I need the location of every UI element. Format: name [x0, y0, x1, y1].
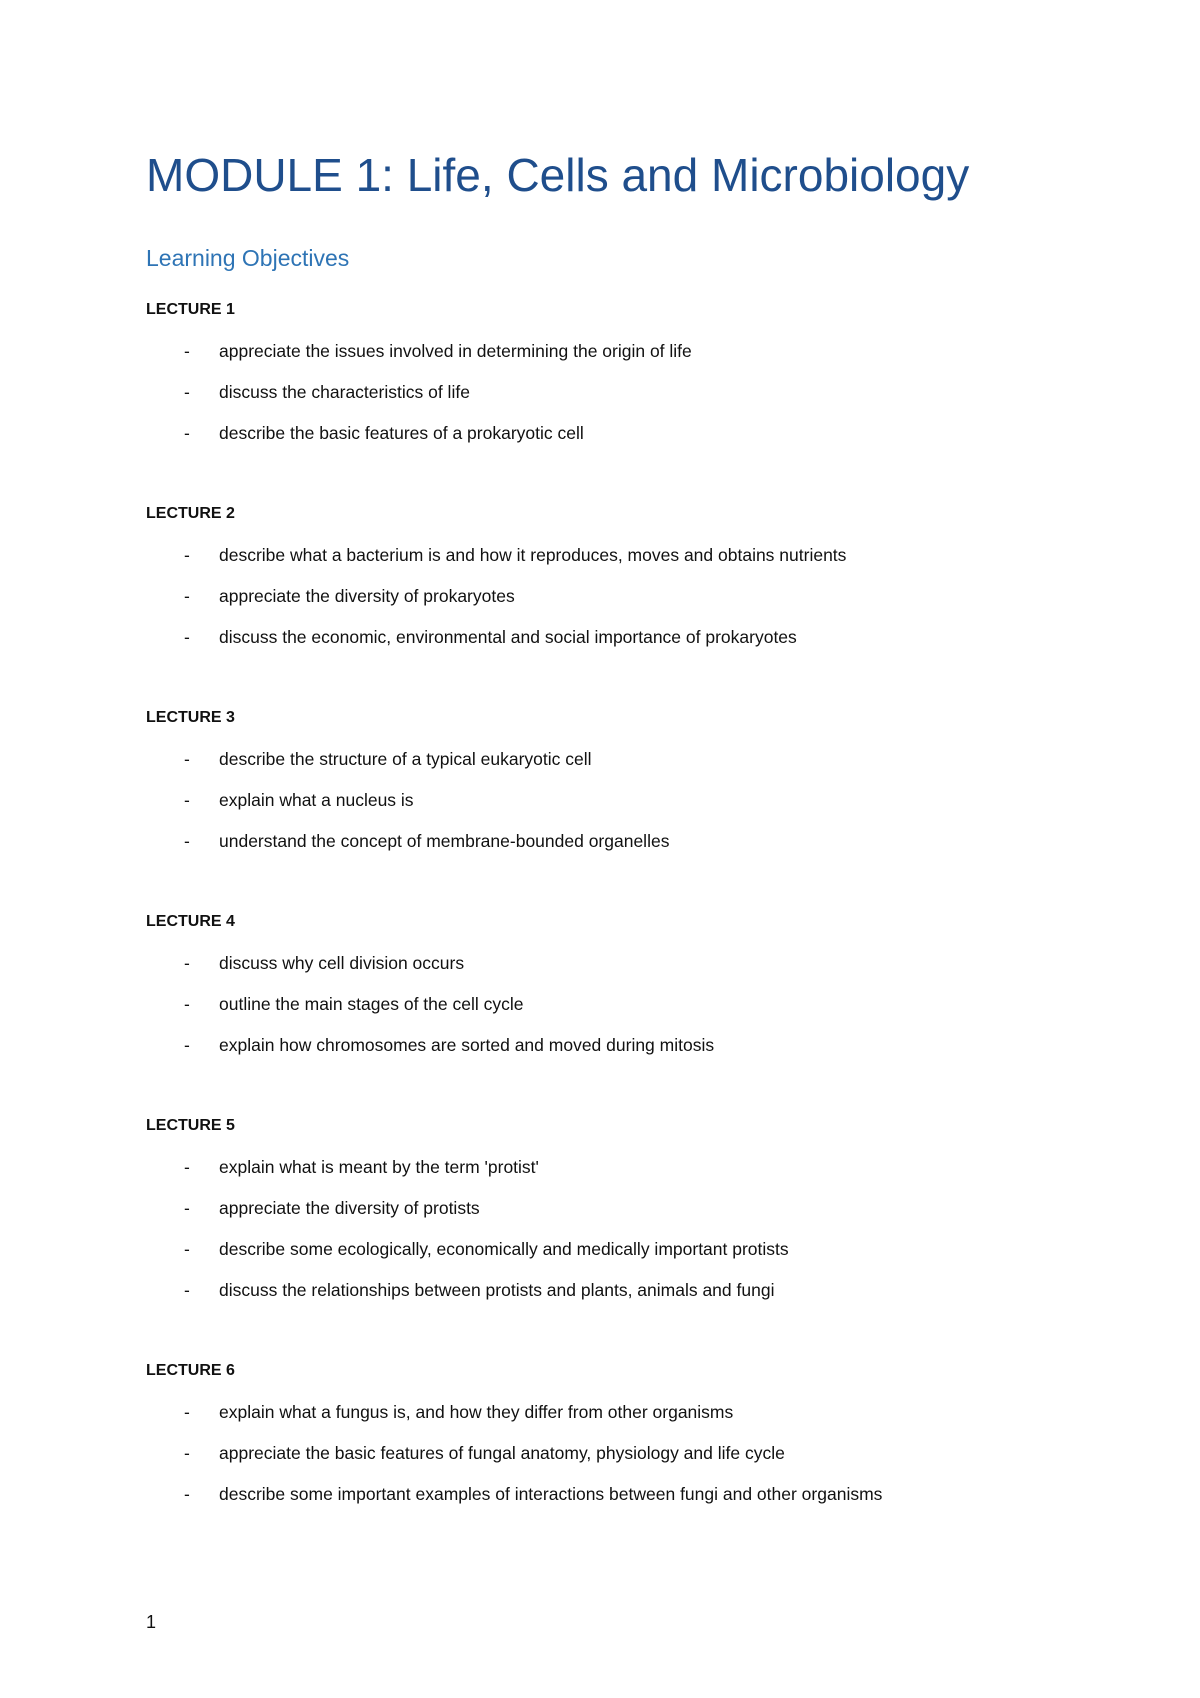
objective-item [146, 1237, 1046, 1278]
lecture-heading: LECTURE 4 [146, 913, 235, 930]
lecture-heading: LECTURE 1 [146, 301, 235, 318]
objective-text: describe the structure of a typical eukaryotic cell [219, 749, 592, 769]
objective-text: discuss the characteristics of life [219, 382, 470, 402]
objective-text: describe the basic features of a prokaryotic cell [219, 423, 584, 443]
bullet-dash: - [184, 994, 190, 1014]
objective-text: discuss the relationships between protists and plants, animals and fungi [219, 1280, 775, 1300]
objective-text: discuss the economic, environmental and social importance of prokaryotes [219, 627, 797, 647]
bullet-dash: - [184, 1402, 190, 1422]
objective-list [146, 747, 1046, 870]
objective-item [146, 543, 1046, 584]
section-heading-learning-objectives: Learning Objectives [146, 245, 350, 271]
objective-item [146, 339, 1046, 380]
lecture-heading: LECTURE 5 [146, 1117, 235, 1134]
bullet-dash: - [184, 586, 190, 606]
objective-item [146, 829, 1046, 870]
bullet-dash: - [184, 953, 190, 973]
bullet-dash: - [184, 1198, 190, 1218]
bullet-dash: - [184, 831, 190, 851]
objective-text: appreciate the issues involved in determining the origin of life [219, 341, 692, 361]
objective-item [146, 1278, 1046, 1319]
lecture-section [146, 1359, 1046, 1523]
objective-text: explain what a nucleus is [219, 790, 414, 810]
objective-item [146, 1033, 1046, 1074]
objective-item [146, 992, 1046, 1033]
page-title: MODULE 1: Life, Cells and Microbiology [146, 149, 970, 201]
objective-text: explain what is meant by the term 'protist' [219, 1157, 539, 1177]
objective-text: appreciate the diversity of prokaryotes [219, 586, 515, 606]
objective-text: describe some important examples of interactions between fungi and other organisms [219, 1484, 883, 1504]
objective-item [146, 421, 1046, 462]
objective-text: appreciate the diversity of protists [219, 1198, 480, 1218]
bullet-dash: - [184, 1484, 190, 1504]
objective-list [146, 1400, 1046, 1523]
objective-list [146, 951, 1046, 1074]
objective-item [146, 1441, 1046, 1482]
objective-text: explain how chromosomes are sorted and moved during mitosis [219, 1035, 715, 1055]
objective-item [146, 951, 1046, 992]
bullet-dash: - [184, 423, 190, 443]
objective-list [146, 339, 1046, 462]
objective-text: understand the concept of membrane-bounded organelles [219, 831, 670, 851]
objective-text: describe what a bacterium is and how it reproduces, moves and obtains nutrients [219, 545, 847, 565]
lecture-section [146, 910, 1046, 1074]
objective-text: appreciate the basic features of fungal anatomy, physiology and life cycle [219, 1443, 785, 1463]
bullet-dash: - [184, 341, 190, 361]
lecture-heading: LECTURE 6 [146, 1362, 235, 1379]
objective-item [146, 1400, 1046, 1441]
objective-item [146, 788, 1046, 829]
objective-item [146, 1482, 1046, 1523]
lecture-list [146, 298, 1046, 1563]
lecture-section [146, 502, 1046, 666]
bullet-dash: - [184, 1239, 190, 1259]
bullet-dash: - [184, 1035, 190, 1055]
bullet-dash: - [184, 627, 190, 647]
bullet-dash: - [184, 790, 190, 810]
lecture-section [146, 1114, 1046, 1319]
lecture-heading: LECTURE 2 [146, 505, 235, 522]
objective-list [146, 1155, 1046, 1319]
objective-item [146, 625, 1046, 666]
lecture-section [146, 298, 1046, 462]
objective-list [146, 543, 1046, 666]
objective-item [146, 747, 1046, 788]
lecture-section [146, 706, 1046, 870]
bullet-dash: - [184, 382, 190, 402]
bullet-dash: - [184, 1157, 190, 1177]
objective-item [146, 1155, 1046, 1196]
bullet-dash: - [184, 1443, 190, 1463]
bullet-dash: - [184, 749, 190, 769]
objective-text: discuss why cell division occurs [219, 953, 465, 973]
page-number: 1 [146, 1612, 157, 1632]
objective-item [146, 1196, 1046, 1237]
objective-text: explain what a fungus is, and how they differ from other organisms [219, 1402, 734, 1422]
lecture-heading: LECTURE 3 [146, 709, 235, 726]
bullet-dash: - [184, 1280, 190, 1300]
bullet-dash: - [184, 545, 190, 565]
objective-item [146, 380, 1046, 421]
objective-item [146, 584, 1046, 625]
objective-text: describe some ecologically, economically and medically important protists [219, 1239, 789, 1259]
objective-text: outline the main stages of the cell cycle [219, 994, 524, 1014]
